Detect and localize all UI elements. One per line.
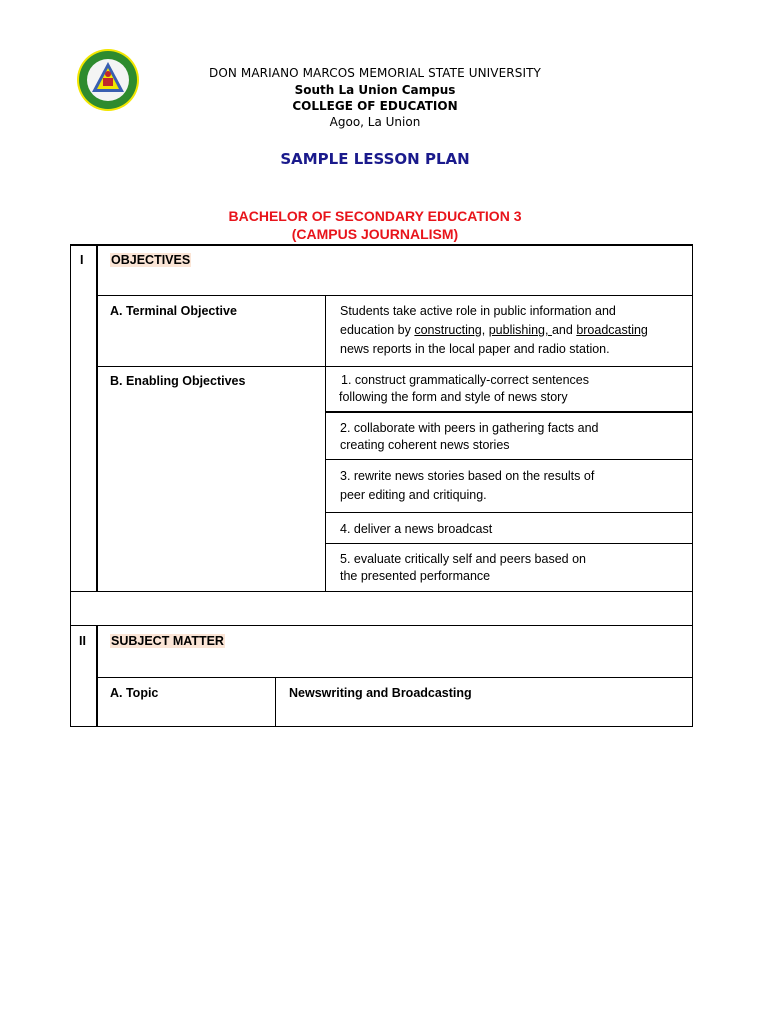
column-divider (275, 677, 276, 727)
enabling-objectives-label: B. Enabling Objectives (110, 374, 246, 388)
topic-label: A. Topic (110, 686, 159, 700)
numeral-divider-2 (96, 625, 98, 727)
objectives-heading: OBJECTIVES (111, 253, 191, 267)
numeral-divider-1 (96, 244, 98, 592)
university-name: DON MARIANO MARCOS MEMORIAL STATE UNIVERSITY (209, 66, 541, 80)
college-name: COLLEGE OF EDUCATION (292, 99, 458, 113)
terminal-objective-label: A. Terminal Objective (110, 304, 237, 318)
enabling-objective-item: 4. deliver a news broadcast (340, 522, 493, 536)
document-title: SAMPLE LESSON PLAN (280, 150, 470, 168)
course-subtitle: (CAMPUS JOURNALISM) (291, 226, 459, 242)
topic-value: Newswriting and Broadcasting (289, 686, 472, 700)
row-divider (325, 459, 693, 460)
row-divider (325, 543, 693, 544)
table-border-left (70, 244, 71, 727)
campus-location: Agoo, La Union (329, 115, 421, 129)
section-numeral-1: I (80, 253, 84, 267)
row-divider (97, 366, 693, 367)
row-divider (97, 295, 693, 296)
table-border-bottom (70, 726, 693, 727)
row-divider (97, 677, 693, 678)
section-numeral-2: II (79, 634, 86, 648)
table-border-top (70, 244, 693, 246)
row-divider (70, 591, 693, 592)
table-border-right (692, 244, 693, 727)
terminal-objective-text: Students take active role in public information and education by constructing, publishing, and broadcasting news reports in the local paper and radio station. (340, 304, 648, 356)
enabling-objective-item: 1. construct grammatically-correct sentences following the form and style of news story (339, 373, 590, 404)
university-seal-logo (76, 48, 140, 112)
enabling-objective-item: 3. rewrite news stories based on the results of peer editing and critiquing. (340, 469, 595, 502)
row-divider (325, 411, 693, 413)
subject-matter-heading: SUBJECT MATTER (111, 634, 224, 648)
enabling-objective-item: 5. evaluate critically self and peers based on the presented performance (340, 552, 586, 583)
enabling-objective-item: 2. collaborate with peers in gathering facts and creating coherent news stories (340, 421, 599, 452)
campus-name: South La Union Campus (294, 83, 456, 97)
course-title: BACHELOR OF SECONDARY EDUCATION 3 (228, 208, 522, 224)
row-divider (70, 625, 693, 626)
column-divider (325, 295, 326, 592)
row-divider (325, 512, 693, 513)
